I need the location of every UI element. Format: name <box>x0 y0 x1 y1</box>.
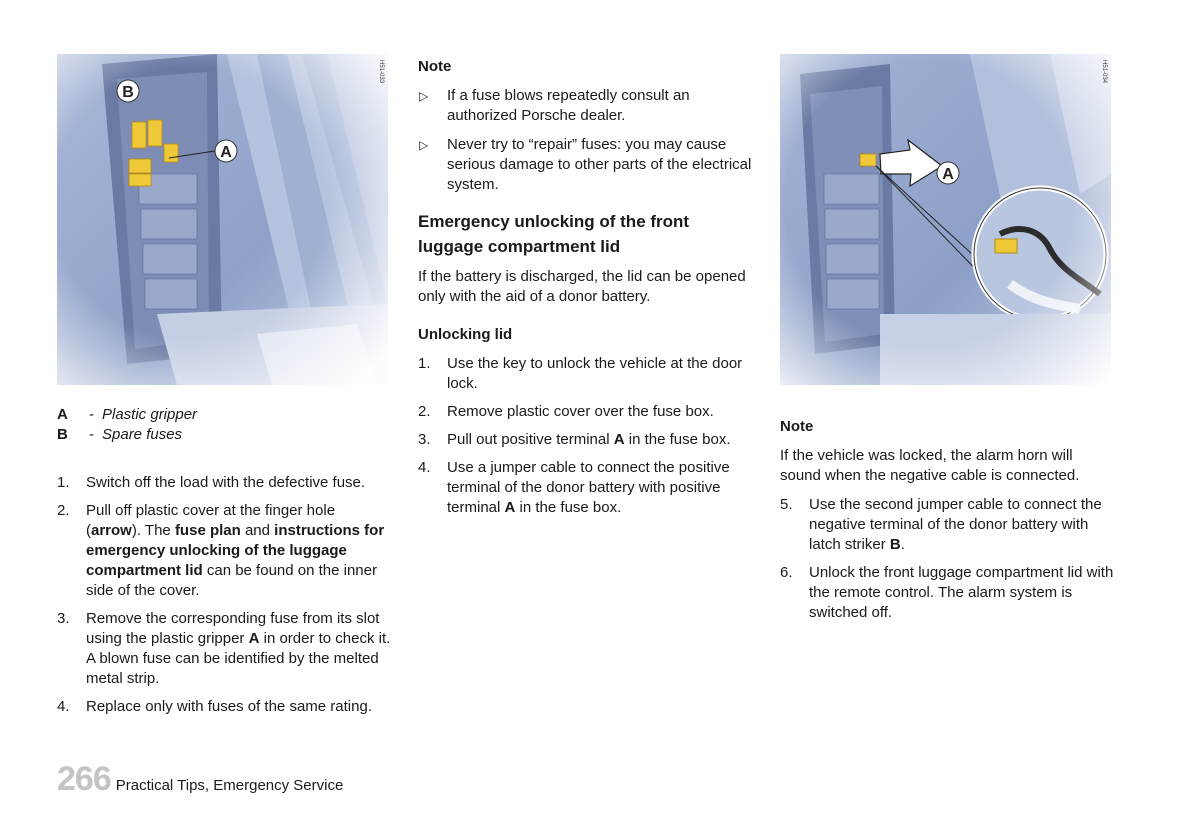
note-bullets <box>418 86 758 195</box>
step-text: Switch off the load with the defective fuse. <box>86 474 366 491</box>
label-a-left: A <box>220 144 232 161</box>
step-number: 2. <box>57 502 70 519</box>
section-title: Practical Tips, Emergency Service <box>115 777 344 794</box>
step-text: ). The <box>131 522 175 539</box>
legend-key: A <box>57 406 68 423</box>
step-item <box>780 495 1115 555</box>
legend-key: B <box>57 426 68 443</box>
step-text: Remove plastic cover over the fuse box. <box>447 403 714 420</box>
note-heading: Note <box>418 58 452 75</box>
step-text: can be found on the inner side of the cover. <box>86 562 377 599</box>
step-number: 2. <box>418 403 431 420</box>
legend-text: Spare fuses <box>102 426 183 443</box>
legend-item <box>57 425 392 445</box>
step-text: in the fuse box. <box>624 431 731 448</box>
step-item <box>418 458 758 518</box>
note-bullet <box>418 135 758 195</box>
note-heading: Note <box>780 418 814 435</box>
step-text: Unlock the front luggage compartment lid with the remote control. The alarm system is switched off. <box>809 564 1114 621</box>
step-text: . <box>900 536 905 553</box>
step-item <box>418 354 758 394</box>
middle-column <box>418 57 758 526</box>
page-number: 266 <box>57 760 111 798</box>
step-item <box>57 697 392 717</box>
legend-item <box>57 405 392 425</box>
step-bold: A <box>248 630 260 647</box>
step-bold: A <box>504 499 516 516</box>
step-text: Pull off plastic cover at the finger hole ( <box>86 502 336 539</box>
subheading: Unlocking lid <box>418 326 513 343</box>
step-number: 5. <box>780 496 793 513</box>
note-text: If a fuse blows repeatedly consult an authorized Porsche dealer. <box>447 87 690 124</box>
step-item <box>418 430 758 450</box>
step-item <box>57 501 392 601</box>
step-number: 4. <box>418 459 431 476</box>
fuse-box-illustration-left <box>57 54 388 385</box>
legend-text: Plastic gripper <box>102 406 198 423</box>
page-footer <box>57 760 343 799</box>
intro-paragraph: If the battery is discharged, the lid can be opened only with the aid of a donor battery. <box>418 268 746 305</box>
step-number: 4. <box>57 698 70 715</box>
fuse-box-illustration-right <box>780 54 1111 385</box>
note-paragraph: If the vehicle was locked, the alarm horn will sound when the negative cable is connected. <box>780 447 1080 484</box>
step-number: 1. <box>57 474 70 491</box>
label-a-right: A <box>942 166 954 183</box>
step-text: Remove the corresponding fuse from its slot using the plastic gripper <box>86 610 380 647</box>
step-bold: A <box>613 431 625 448</box>
step-item <box>780 563 1115 623</box>
step-bold: fuse plan <box>174 522 241 539</box>
figure-legend <box>57 405 392 445</box>
left-column <box>57 405 392 725</box>
figure-code-left: H51-033 <box>378 60 384 84</box>
fuse-steps-list <box>57 473 392 717</box>
step-bold: instructions for emergency unlocking of the luggage compartment lid <box>86 522 385 579</box>
legend-dash: - <box>89 406 94 423</box>
label-b-left: B <box>122 84 134 101</box>
unlock-steps-continued <box>780 495 1115 623</box>
step-text: in the fuse box. <box>515 499 622 516</box>
step-text: Use the second jumper cable to connect the negative terminal of the donor battery with latch striker <box>809 496 1102 553</box>
step-item <box>418 402 758 422</box>
step-item <box>57 609 392 689</box>
legend-dash: - <box>89 426 94 443</box>
step-text: in order to check it. A blown fuse can be identified by the melted metal strip. <box>86 630 391 687</box>
note-text: Never try to “repair” fuses: you may cause serious damage to other parts of the electrical system. <box>447 136 752 193</box>
right-column <box>780 417 1115 631</box>
step-bold: B <box>889 536 901 553</box>
step-bold: arrow <box>91 522 132 539</box>
step-text: Use the key to unlock the vehicle at the door lock. <box>447 355 743 392</box>
step-text: and <box>240 522 275 539</box>
step-number: 3. <box>418 431 431 448</box>
step-text: Replace only with fuses of the same rating. <box>86 698 372 715</box>
step-number: 3. <box>57 610 70 627</box>
section-heading: Emergency unlocking of the front luggage compartment lid <box>418 212 690 256</box>
unlock-steps-list <box>418 354 758 518</box>
triangle-icon: ▷ <box>419 138 429 152</box>
figure-code-right: H51-034 <box>1101 60 1107 84</box>
step-item <box>57 473 392 493</box>
step-number: 1. <box>418 355 431 372</box>
note-bullet <box>418 86 758 126</box>
triangle-icon: ▷ <box>419 89 429 103</box>
step-text: Use a jumper cable to connect the positive terminal of the donor battery with positive terminal <box>447 459 730 516</box>
step-number: 6. <box>780 564 793 581</box>
step-text: Pull out positive terminal <box>447 431 614 448</box>
